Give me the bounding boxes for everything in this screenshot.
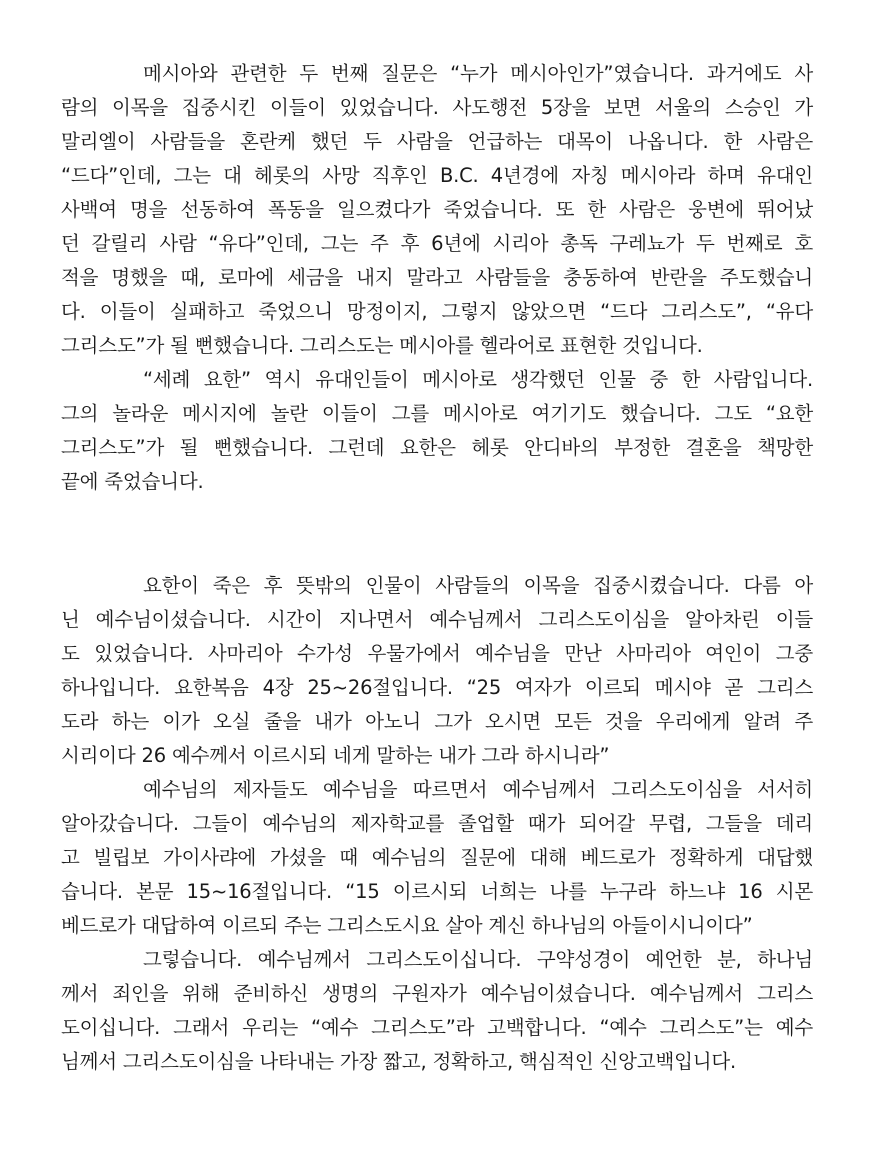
paragraph-line: 말리엘이 사람들을 혼란케 했던 두 사람을 언급하는 대목이 나옵니다. 한 사람은 [61,130,813,153]
paragraph-line: 다. 이들이 실패하고 죽었으니 망정이지, 그렇지 않았으면 “드다 그리스도”, “유다 [61,300,813,323]
paragraph-line: 습니다. 본문 15~16절입니다. “15 이르시되 너희는 나를 누구라 하느냐 16 시몬 [61,880,813,903]
paragraph-line: 메시아와 관련한 두 번째 질문은 “누가 메시아인가”였습니다. 과거에도 사 [143,62,813,85]
paragraph-line: 시리이다 26 예수께서 이르시되 네게 말하는 내가 그라 하시니라” [61,744,610,767]
paragraph-line: 예수님의 제자들도 예수님을 따르면서 예수님께서 그리스도이심을 서서히 [143,778,813,801]
paragraph-line: 그렇습니다. 예수님께서 그리스도이십니다. 구약성경이 예언한 분, 하나님 [143,948,813,971]
paragraph-line: 고 빌립보 가이사랴에 가셨을 때 예수님의 질문에 대해 베드로가 정확하게 대답했 [61,846,813,869]
paragraph-line: 알아갔습니다. 그들이 예수님의 제자학교를 졸업할 때가 되어갈 무렵, 그들을 데리 [61,812,813,835]
paragraph-line: 그리스도”가 될 뻔했습니다. 그리스도는 메시아를 헬라어로 표현한 것입니다. [61,334,703,357]
paragraph-line: 끝에 죽었습니다. [61,470,204,493]
paragraph-line: “드다”인데, 그는 대 헤롯의 사망 직후인 B.C. 4년경에 자칭 메시아라 하며 유대인 [61,164,813,187]
paragraph-line: 께서 죄인을 위해 준비하신 생명의 구원자가 예수님이셨습니다. 예수님께서 그리스 [61,982,813,1005]
paragraph-line: 도이십니다. 그래서 우리는 “예수 그리스도”라 고백합니다. “예수 그리스도”는 예수 [61,1016,813,1039]
paragraph-line: 도 있었습니다. 사마리아 수가성 우물가에서 예수님을 만난 사마리아 여인이 그중 [61,642,813,665]
paragraph-line: 그의 놀라운 메시지에 놀란 이들이 그를 메시아로 여기기도 했습니다. 그도 “요한 [61,402,813,425]
paragraph-line: 사백여 명을 선동하여 폭동을 일으켰다가 죽었습니다. 또 한 사람은 웅변에 뛰어났 [61,198,813,221]
paragraph-line: 던 갈릴리 사람 “유다”인데, 그는 주 후 6년에 시리아 총독 구레뇨가 두 번째로 호 [61,232,813,255]
paragraph-line: 하나입니다. 요한복음 4장 25~26절입니다. “25 여자가 이르되 메시야 곧 그리스 [61,676,813,699]
paragraph-line: 도라 하는 이가 오실 줄을 내가 아노니 그가 오시면 모든 것을 우리에게 알려 주 [61,710,813,733]
paragraph-line: 람의 이목을 집중시킨 이들이 있었습니다. 사도행전 5장을 보면 서울의 스승인 가 [61,96,813,119]
paragraph-line: 요한이 죽은 후 뜻밖의 인물이 사람들의 이목을 집중시켰습니다. 다름 아 [143,574,813,597]
paragraph-line: 닌 예수님이셨습니다. 시간이 지나면서 예수님께서 그리스도이심을 알아차린 이들 [61,608,813,631]
paragraph-line: 베드로가 대답하여 이르되 주는 그리스도시요 살아 계신 하나님의 아들이시니이다” [61,914,753,937]
paragraph-line: “세례 요한” 역시 유대인들이 메시아로 생각했던 인물 중 한 사람입니다. [143,368,813,391]
paragraph-line: 적을 명했을 때, 로마에 세금을 내지 말라고 사람들을 충동하여 반란을 주도했습니 [61,266,813,289]
paragraph-line: 님께서 그리스도이심을 나타내는 가장 짧고, 정확하고, 핵심적인 신앙고백입니다. [61,1050,737,1073]
paragraph-line: 그리스도”가 될 뻔했습니다. 그런데 요한은 헤롯 안디바의 부정한 결혼을 책망한 [61,436,813,459]
